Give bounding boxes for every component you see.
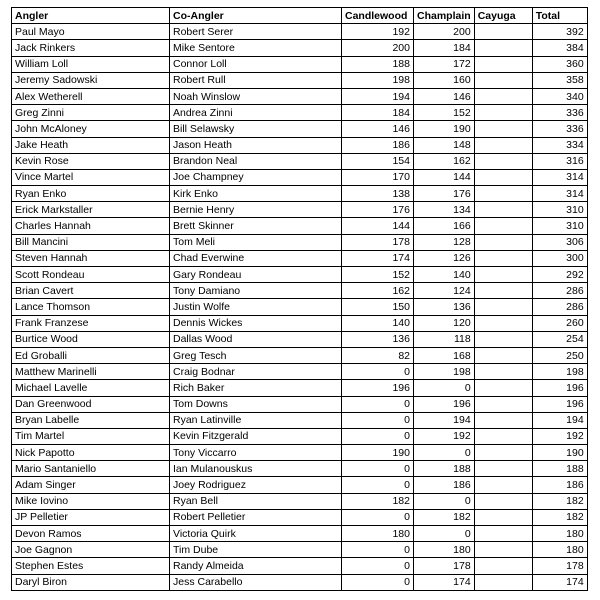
total-cell: 188 [532,461,587,477]
table-row [12,412,588,428]
candlewood-cell: 196 [342,380,414,396]
cayuga-cell [474,428,532,444]
co-angler-cell: Noah Winslow [170,88,342,104]
co-angler-cell: Greg Tesch [170,347,342,363]
cayuga-cell [474,153,532,169]
table-body [12,24,588,591]
co-angler-cell: Craig Bodnar [170,364,342,380]
total-cell: 180 [532,542,587,558]
header-row [12,8,588,24]
angler-cell: Jeremy Sadowski [12,72,170,88]
angler-cell: Burtice Wood [12,331,170,347]
champlain-cell: 0 [414,493,475,509]
candlewood-cell: 186 [342,137,414,153]
table-row [12,347,588,363]
table-row [12,558,588,574]
cayuga-cell [474,315,532,331]
table-row [12,574,588,590]
champlain-cell: 180 [414,542,475,558]
cayuga-cell [474,396,532,412]
total-cell: 196 [532,380,587,396]
angler-cell: Greg Zinni [12,105,170,121]
angler-cell: Ryan Enko [12,186,170,202]
candlewood-cell: 184 [342,105,414,121]
cayuga-cell [474,364,532,380]
champlain-cell: 140 [414,267,475,283]
candlewood-cell: 152 [342,267,414,283]
results-table [11,7,588,591]
angler-cell: Mario Santaniello [12,461,170,477]
table-row [12,56,588,72]
total-cell: 384 [532,40,587,56]
cayuga-cell [474,202,532,218]
cayuga-cell [474,526,532,542]
candlewood-cell: 0 [342,574,414,590]
cayuga-cell [474,121,532,137]
total-cell: 306 [532,234,587,250]
angler-cell: Daryl Biron [12,574,170,590]
champlain-cell: 176 [414,186,475,202]
angler-cell: Stephen Estes [12,558,170,574]
champlain-cell: 118 [414,331,475,347]
total-cell: 340 [532,88,587,104]
total-cell: 334 [532,137,587,153]
cayuga-cell [474,493,532,509]
candlewood-cell: 162 [342,283,414,299]
champlain-cell: 144 [414,169,475,185]
candlewood-cell: 136 [342,331,414,347]
table-row [12,299,588,315]
candlewood-cell: 192 [342,24,414,40]
cayuga-cell [474,234,532,250]
angler-cell: Erick Markstaller [12,202,170,218]
header-total: Total [532,8,587,24]
cayuga-cell [474,283,532,299]
candlewood-cell: 194 [342,88,414,104]
table-row [12,169,588,185]
total-cell: 336 [532,121,587,137]
angler-cell: Frank Franzese [12,315,170,331]
champlain-cell: 196 [414,396,475,412]
angler-cell: Kevin Rose [12,153,170,169]
champlain-cell: 178 [414,558,475,574]
co-angler-cell: Chad Everwine [170,250,342,266]
co-angler-cell: Bill Selawsky [170,121,342,137]
champlain-cell: 126 [414,250,475,266]
cayuga-cell [474,88,532,104]
candlewood-cell: 0 [342,428,414,444]
cayuga-cell [474,412,532,428]
champlain-cell: 148 [414,137,475,153]
candlewood-cell: 190 [342,445,414,461]
table-row [12,88,588,104]
champlain-cell: 166 [414,218,475,234]
table-row [12,40,588,56]
angler-cell: Devon Ramos [12,526,170,542]
candlewood-cell: 0 [342,558,414,574]
total-cell: 310 [532,218,587,234]
total-cell: 194 [532,412,587,428]
cayuga-cell [474,509,532,525]
cayuga-cell [474,40,532,56]
cayuga-cell [474,137,532,153]
co-angler-cell: Mike Sentore [170,40,342,56]
champlain-cell: 200 [414,24,475,40]
candlewood-cell: 0 [342,396,414,412]
co-angler-cell: Randy Almeida [170,558,342,574]
candlewood-cell: 188 [342,56,414,72]
cayuga-cell [474,574,532,590]
champlain-cell: 128 [414,234,475,250]
co-angler-cell: Tim Dube [170,542,342,558]
co-angler-cell: Tom Downs [170,396,342,412]
total-cell: 182 [532,493,587,509]
angler-cell: Joe Gagnon [12,542,170,558]
angler-cell: John McAloney [12,121,170,137]
total-cell: 180 [532,526,587,542]
champlain-cell: 120 [414,315,475,331]
champlain-cell: 162 [414,153,475,169]
candlewood-cell: 0 [342,542,414,558]
cayuga-cell [474,72,532,88]
candlewood-cell: 178 [342,234,414,250]
angler-cell: Paul Mayo [12,24,170,40]
total-cell: 314 [532,169,587,185]
champlain-cell: 194 [414,412,475,428]
total-cell: 286 [532,299,587,315]
co-angler-cell: Dallas Wood [170,331,342,347]
cayuga-cell [474,299,532,315]
cayuga-cell [474,380,532,396]
candlewood-cell: 140 [342,315,414,331]
header-co-angler: Co-Angler [170,8,342,24]
co-angler-cell: Robert Pelletier [170,509,342,525]
candlewood-cell: 0 [342,477,414,493]
cayuga-cell [474,24,532,40]
co-angler-cell: Jason Heath [170,137,342,153]
total-cell: 254 [532,331,587,347]
cayuga-cell [474,542,532,558]
table-row [12,250,588,266]
total-cell: 196 [532,396,587,412]
angler-cell: Matthew Marinelli [12,364,170,380]
champlain-cell: 182 [414,509,475,525]
champlain-cell: 152 [414,105,475,121]
champlain-cell: 174 [414,574,475,590]
table-row [12,315,588,331]
table-row [12,428,588,444]
candlewood-cell: 176 [342,202,414,218]
angler-cell: Ed Groballi [12,347,170,363]
total-cell: 310 [532,202,587,218]
angler-cell: Charles Hannah [12,218,170,234]
co-angler-cell: Ryan Bell [170,493,342,509]
total-cell: 392 [532,24,587,40]
cayuga-cell [474,461,532,477]
cayuga-cell [474,250,532,266]
candlewood-cell: 0 [342,461,414,477]
total-cell: 182 [532,509,587,525]
angler-cell: Bryan Labelle [12,412,170,428]
cayuga-cell [474,186,532,202]
angler-cell: William Loll [12,56,170,72]
table-row [12,364,588,380]
table-row [12,153,588,169]
candlewood-cell: 0 [342,412,414,428]
co-angler-cell: Brett Skinner [170,218,342,234]
angler-cell: Tim Martel [12,428,170,444]
header-angler: Angler [12,8,170,24]
candlewood-cell: 180 [342,526,414,542]
cayuga-cell [474,477,532,493]
champlain-cell: 146 [414,88,475,104]
total-cell: 198 [532,364,587,380]
cayuga-cell [474,445,532,461]
table-row [12,72,588,88]
champlain-cell: 0 [414,445,475,461]
champlain-cell: 0 [414,380,475,396]
co-angler-cell: Kirk Enko [170,186,342,202]
candlewood-cell: 146 [342,121,414,137]
co-angler-cell: Bernie Henry [170,202,342,218]
angler-cell: Adam Singer [12,477,170,493]
co-angler-cell: Jess Carabello [170,574,342,590]
co-angler-cell: Tom Meli [170,234,342,250]
table-row [12,461,588,477]
candlewood-cell: 154 [342,153,414,169]
candlewood-cell: 182 [342,493,414,509]
total-cell: 186 [532,477,587,493]
table-row [12,267,588,283]
cayuga-cell [474,169,532,185]
angler-cell: Brian Cavert [12,283,170,299]
candlewood-cell: 198 [342,72,414,88]
angler-cell: Scott Rondeau [12,267,170,283]
co-angler-cell: Joe Champney [170,169,342,185]
total-cell: 250 [532,347,587,363]
co-angler-cell: Rich Baker [170,380,342,396]
angler-cell: Bill Mancini [12,234,170,250]
table-row [12,396,588,412]
table-row [12,445,588,461]
candlewood-cell: 0 [342,509,414,525]
co-angler-cell: Gary Rondeau [170,267,342,283]
co-angler-cell: Andrea Zinni [170,105,342,121]
champlain-cell: 172 [414,56,475,72]
co-angler-cell: Justin Wolfe [170,299,342,315]
candlewood-cell: 200 [342,40,414,56]
total-cell: 174 [532,574,587,590]
angler-cell: Lance Thomson [12,299,170,315]
co-angler-cell: Tony Damiano [170,283,342,299]
cayuga-cell [474,105,532,121]
table-row [12,542,588,558]
angler-cell: Steven Hannah [12,250,170,266]
co-angler-cell: Robert Serer [170,24,342,40]
cayuga-cell [474,56,532,72]
champlain-cell: 134 [414,202,475,218]
champlain-cell: 168 [414,347,475,363]
co-angler-cell: Dennis Wickes [170,315,342,331]
co-angler-cell: Joey Rodriguez [170,477,342,493]
champlain-cell: 192 [414,428,475,444]
cayuga-cell [474,558,532,574]
candlewood-cell: 144 [342,218,414,234]
angler-cell: Jack Rinkers [12,40,170,56]
table-row [12,137,588,153]
table-row [12,202,588,218]
total-cell: 358 [532,72,587,88]
angler-cell: Mike Iovino [12,493,170,509]
angler-cell: Michael Lavelle [12,380,170,396]
angler-cell: Jake Heath [12,137,170,153]
table-row [12,509,588,525]
champlain-cell: 184 [414,40,475,56]
champlain-cell: 124 [414,283,475,299]
champlain-cell: 186 [414,477,475,493]
champlain-cell: 198 [414,364,475,380]
total-cell: 300 [532,250,587,266]
total-cell: 192 [532,428,587,444]
candlewood-cell: 170 [342,169,414,185]
champlain-cell: 188 [414,461,475,477]
table-row [12,331,588,347]
candlewood-cell: 0 [342,364,414,380]
table-row [12,24,588,40]
angler-cell: Vince Martel [12,169,170,185]
table-row [12,493,588,509]
angler-cell: Nick Papotto [12,445,170,461]
co-angler-cell: Brandon Neal [170,153,342,169]
header-candlewood: Candlewood [342,8,414,24]
co-angler-cell: Connor Loll [170,56,342,72]
header-champlain: Champlain [414,8,475,24]
total-cell: 260 [532,315,587,331]
candlewood-cell: 174 [342,250,414,266]
cayuga-cell [474,331,532,347]
total-cell: 178 [532,558,587,574]
table-row [12,218,588,234]
table-row [12,283,588,299]
table-row [12,121,588,137]
header-cayuga: Cayuga [474,8,532,24]
cayuga-cell [474,267,532,283]
angler-cell: Alex Wetherell [12,88,170,104]
angler-cell: Dan Greenwood [12,396,170,412]
co-angler-cell: Victoria Quirk [170,526,342,542]
co-angler-cell: Robert Rull [170,72,342,88]
total-cell: 360 [532,56,587,72]
co-angler-cell: Kevin Fitzgerald [170,428,342,444]
total-cell: 316 [532,153,587,169]
candlewood-cell: 138 [342,186,414,202]
co-angler-cell: Tony Viccarro [170,445,342,461]
table-row [12,234,588,250]
candlewood-cell: 82 [342,347,414,363]
cayuga-cell [474,218,532,234]
angler-cell: JP Pelletier [12,509,170,525]
table-row [12,380,588,396]
candlewood-cell: 150 [342,299,414,315]
total-cell: 286 [532,283,587,299]
co-angler-cell: Ryan Latinville [170,412,342,428]
champlain-cell: 136 [414,299,475,315]
total-cell: 314 [532,186,587,202]
champlain-cell: 190 [414,121,475,137]
total-cell: 336 [532,105,587,121]
table-row [12,477,588,493]
table-row [12,526,588,542]
champlain-cell: 0 [414,526,475,542]
champlain-cell: 160 [414,72,475,88]
table-row [12,186,588,202]
table-row [12,105,588,121]
co-angler-cell: Ian Mulanouskus [170,461,342,477]
cayuga-cell [474,347,532,363]
total-cell: 190 [532,445,587,461]
total-cell: 292 [532,267,587,283]
